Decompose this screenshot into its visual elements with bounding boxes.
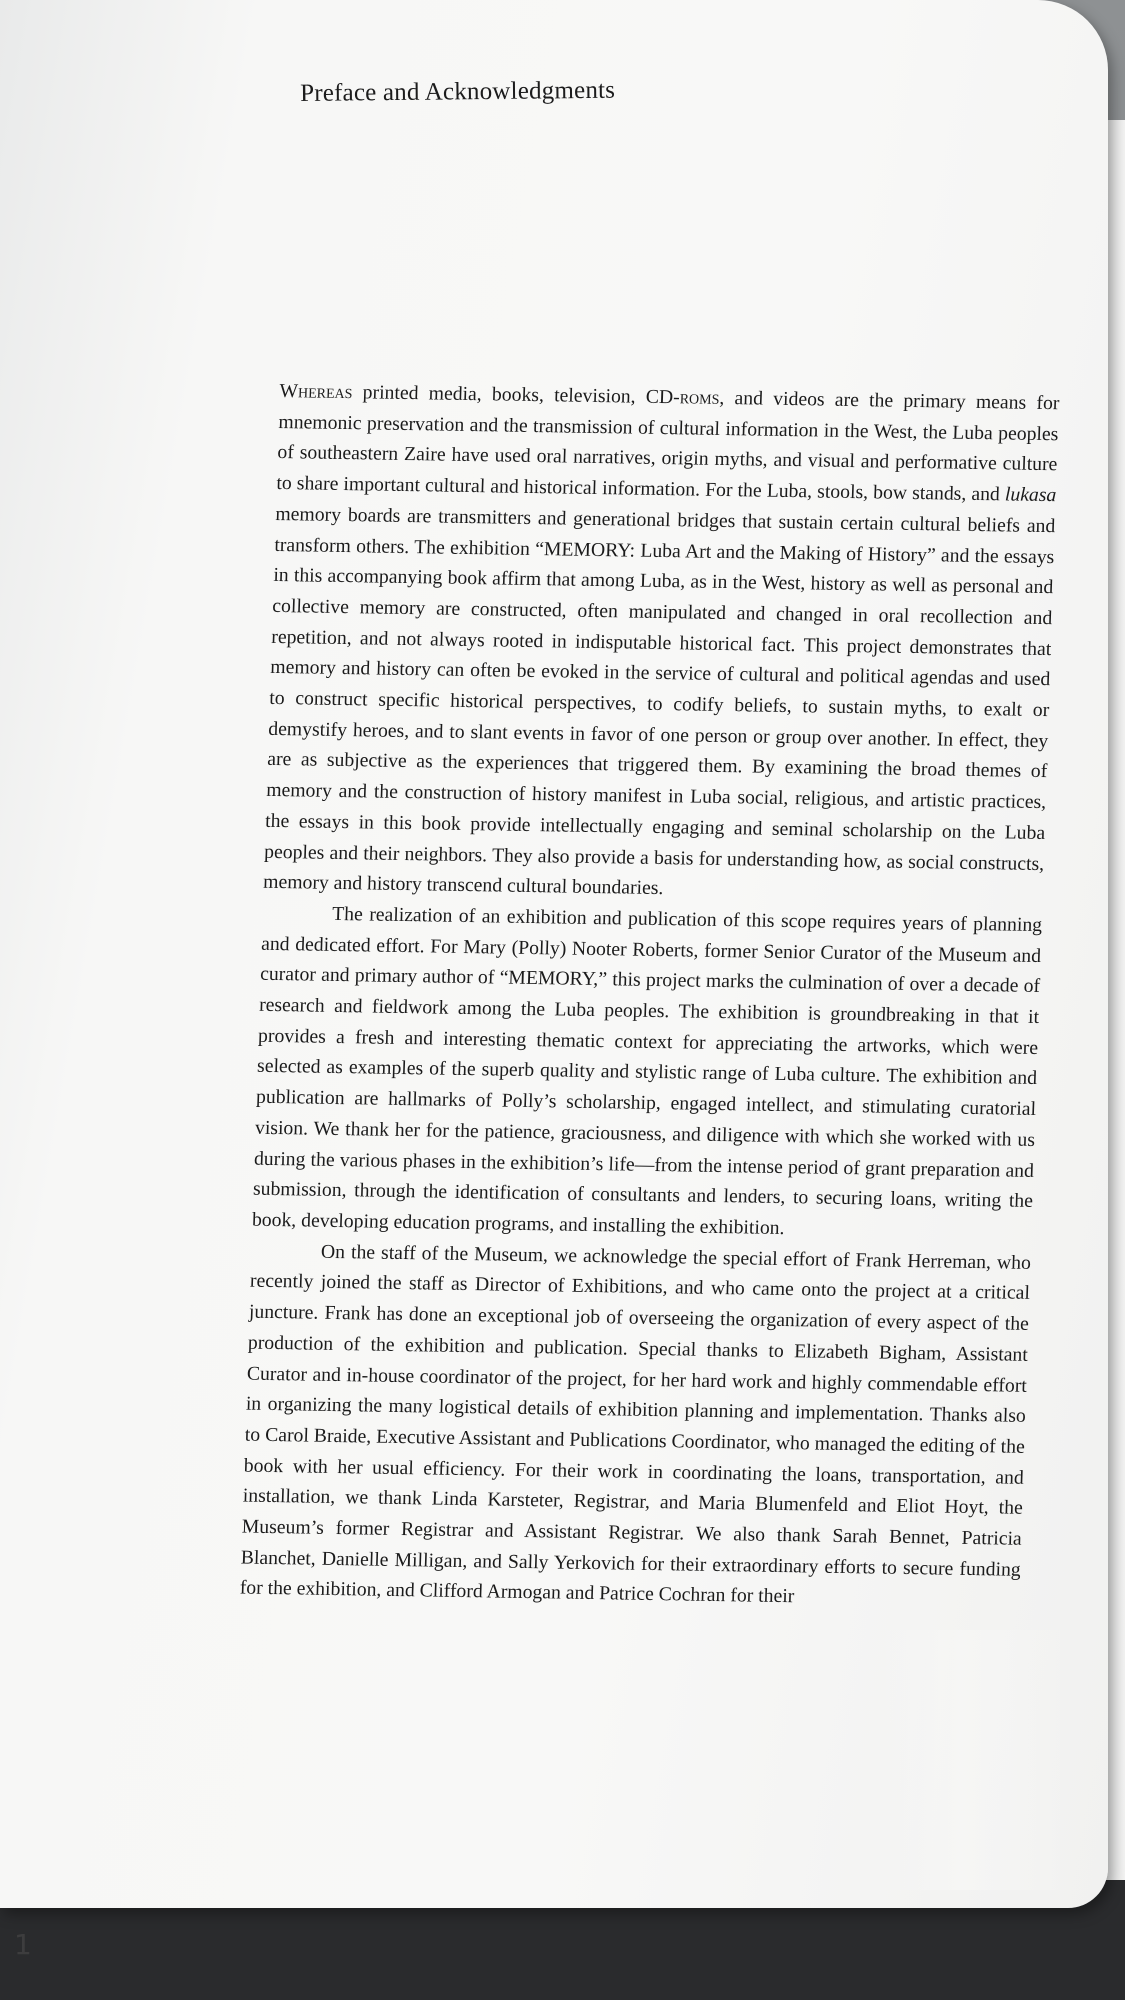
body-text bbox=[239, 376, 1060, 1616]
paragraph-1-part-c: memory boards are transmitters and generational bridges that sustain certain cultural beliefs and transform others. The exhibition “MEMORY: Luba Art and the Making of History” and the essays in this accompanying book affirm that among Luba, as in the West, history as well as personal and collective memory are constructed, often manipulated and changed in oral recollection and repetition, and not always rooted in indisputable historical fact. This project demonstrates that memory and history can often be evoked in the service of cultural and political agendas and used to construct specific historical perspectives, to codify beliefs, to sustain myths, to exalt or demystify heroes, and to slant events in favor of one person or group over another. In effect, they are as subjective as the experiences that triggered them. By examining the broad themes of memory and the construction of history manifest in Luba social, religious, and artistic practices, the essays in this book provide intellectually engaging and seminal scholarship on the Luba peoples and their neighbors. They also provide a basis for understanding how, as social constructs, memory and history transcend cultural boundaries. bbox=[262, 502, 1056, 900]
page-glare bbox=[880, 1630, 1060, 1890]
paragraph-1-part-a: printed media, books, television, CD- bbox=[352, 381, 681, 409]
paragraph-3: On the staff of the Museum, we acknowledge the special effort of Frank Herreman, who recently joined the staff as Director of Exhibitions, and who came onto the project at a critical juncture. Frank has done an exceptional job of overseeing the organization of every aspect of the production of the exhibition and publication. Special thanks to Elizabeth Bigham, Assistant Curator and in-house coordinator of the project, for her hard work and highly commendable effort in organizing the many logistical details of exhibition planning and implementation. Thanks also to Carol Braide, Executive Assistant and Publications Coordinator, who managed the editing of the book with her usual efficiency. For their work in coordinating the loans, transportation, and installation, we thank Linda Karsteter, Registrar, and Maria Blumenfeld and Eliot Hoyt, the Museum’s former Registrar and Assistant Registrar. We also thank Sarah Bennet, Patricia Blanchet, Danielle Milligan, and Sally Yerkovich for their extraordinary efforts to secure funding for the exhibition, and Clifford Armogan and Patrice Cochran for their bbox=[239, 1240, 1032, 1608]
paragraph-1-part-b: , and videos are the primary means for mnemonic preservation and the transmission of cultural information in the West, the Luba peoples of southeastern Zaire have used oral narratives, origin myths, and visual and performative culture to share important cultural and historical information. For the Luba, stools, bow stands, and bbox=[276, 386, 1060, 506]
paragraph-1 bbox=[263, 376, 1060, 910]
small-caps-roms: roms bbox=[679, 386, 720, 409]
pencil-mark: 1 bbox=[14, 1928, 32, 1961]
italic-lukasa: lukasa bbox=[1004, 483, 1057, 507]
lead-small-caps: Whereas bbox=[279, 379, 353, 404]
running-head: Preface and Acknowledgments bbox=[300, 76, 616, 107]
paragraph-2: The realization of an exhibition and publication of this scope requires years of planning and dedicated effort. For Mary (Polly) Nooter Roberts, former Senior Curator of the Museum and curator and primary author of “MEMORY,” this project marks the culmination of over a decade of research and fieldwork among the Luba peoples. The exhibition is groundbreaking in that it provides a fresh and interesting thematic context for appreciating the artworks, which were selected as examples of the superb quality and stylistic range of Luba culture. The exhibition and publication are hallmarks of Polly’s scholarship, engaged intellect, and stimulating curatorial vision. We thank her for the patience, graciousness, and diligence with which she worked with us during the various phases in the exhibition’s life—from the intense period of grant preparation and submission, through the identification of consultants and lenders, to securing loans, writing the book, developing education programs, and installing the exhibition. bbox=[251, 902, 1043, 1240]
